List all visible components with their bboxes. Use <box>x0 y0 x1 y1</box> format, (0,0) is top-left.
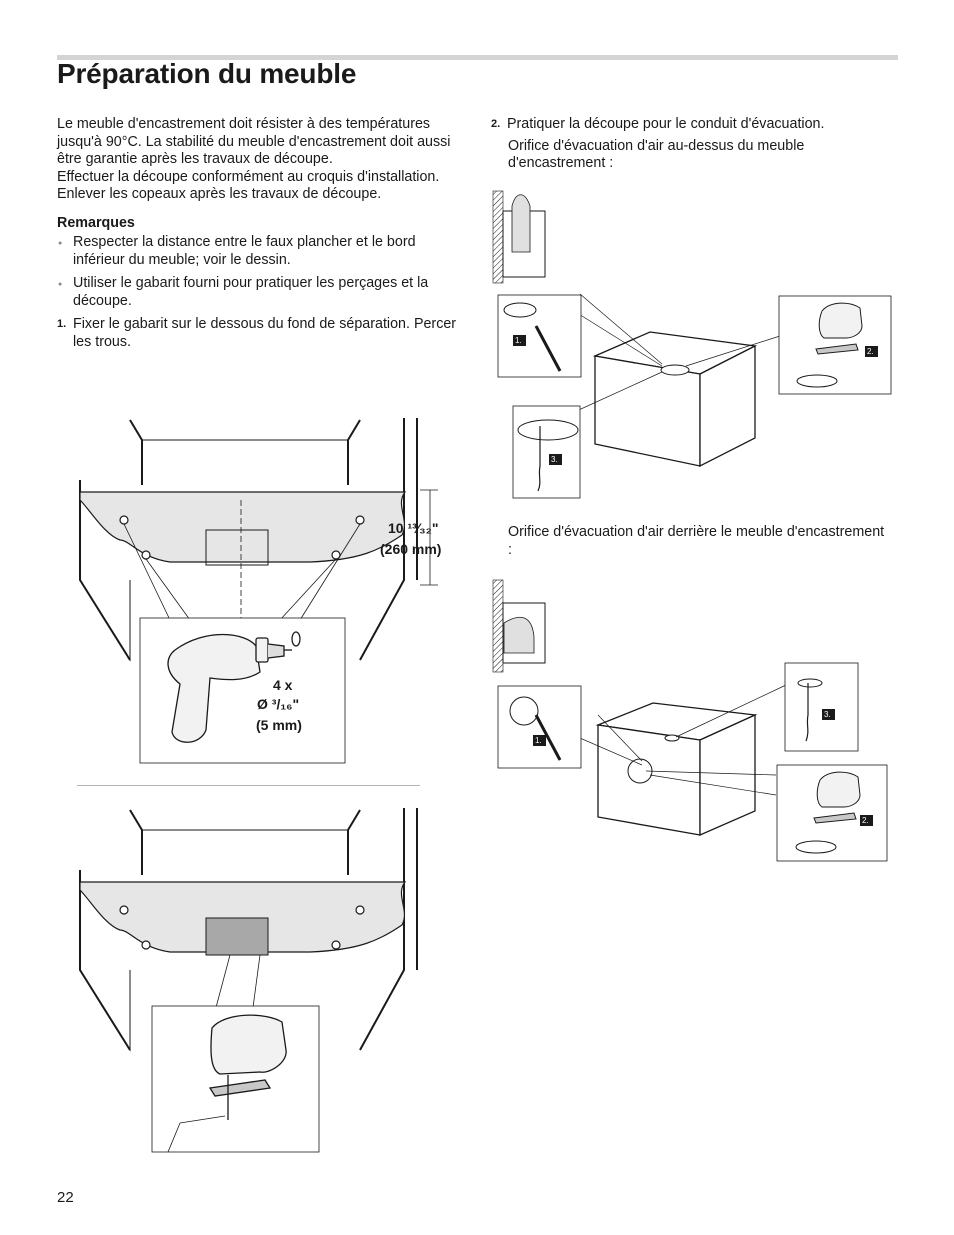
step-2 <box>491 116 891 134</box>
case-behind-text: Orifice d'évacuation d'air derrière le meuble d'encastrement : <box>508 524 885 558</box>
detail-box-clean-2 <box>785 663 858 751</box>
svg-text:1.: 1. <box>535 736 542 745</box>
step-1-text: Fixer le gabarit sur le dessous du fond de séparation. Percer les trous. <box>73 316 457 350</box>
svg-text:1.: 1. <box>515 336 522 345</box>
template-sheet <box>80 492 405 562</box>
intro-paragraph-1: Le meuble d'encastrement doit résister à des températures jusqu'à 90°C. La stabilité du meuble d'encastrement doit aussi être garantie après les travaux de découpe. <box>57 116 451 167</box>
distance-label-mm: (260 mm) <box>380 541 442 557</box>
note-item-2 <box>57 275 465 310</box>
wall-duct-small-2 <box>493 580 545 672</box>
outlet-behind-figure <box>490 575 900 875</box>
badge-2-behind <box>860 815 873 826</box>
badge-3-above <box>549 454 562 465</box>
step-2-number: 2. <box>491 118 501 130</box>
wall-duct-small <box>493 191 545 283</box>
svg-text:3.: 3. <box>551 455 558 464</box>
intro-paragraph-2: Effectuer la découpe conformément au croquis d'installation. <box>57 168 440 185</box>
badge-1-behind <box>533 735 546 746</box>
holes-diameter-mm: (5 mm) <box>256 717 302 733</box>
cutout-area <box>206 918 268 955</box>
holes-diameter-inch: Ø ³/₁₆" <box>257 696 300 712</box>
left-column <box>57 116 465 351</box>
case-above-text: Orifice d'évacuation d'air au-dessus du meuble d'encastrement : <box>508 137 805 171</box>
drill-template-figure <box>60 410 460 770</box>
page-number: 22 <box>57 1189 74 1206</box>
figure-divider <box>77 785 420 786</box>
notes-heading: Remarques <box>57 214 135 231</box>
badge-1-above <box>513 335 526 346</box>
right-column <box>491 116 891 173</box>
detail-box-mark-2 <box>498 686 581 768</box>
note-item-1 <box>57 234 465 269</box>
outlet-above-figure <box>490 186 900 506</box>
svg-text:3.: 3. <box>824 710 831 719</box>
note-text-2: Utiliser le gabarit fourni pour pratiquer les perçages et la découpe. <box>73 275 429 309</box>
step-1 <box>57 316 465 351</box>
svg-text:2.: 2. <box>862 816 869 825</box>
badge-2-above <box>865 346 878 357</box>
distance-label-inch: 10 ¹³⁄₃₂" <box>388 520 439 536</box>
step-1-number: 1. <box>57 318 67 330</box>
svg-text:2.: 2. <box>867 347 874 356</box>
badge-3-behind <box>822 709 835 720</box>
step-2-text: Pratiquer la découpe pour le conduit d'évacuation. <box>507 116 825 132</box>
cabinet-box-2 <box>598 703 755 835</box>
holes-count: 4 x <box>273 677 293 693</box>
note-text-1: Respecter la distance entre le faux plancher et le bord inférieur du meuble; voir le dessin. <box>73 234 416 268</box>
page-title: Préparation du meuble <box>57 58 357 89</box>
jigsaw-cutout-figure <box>60 800 460 1160</box>
intro-paragraph-3: Enlever les copeaux après les travaux de découpe. <box>57 186 382 202</box>
cabinet-box <box>595 332 755 466</box>
